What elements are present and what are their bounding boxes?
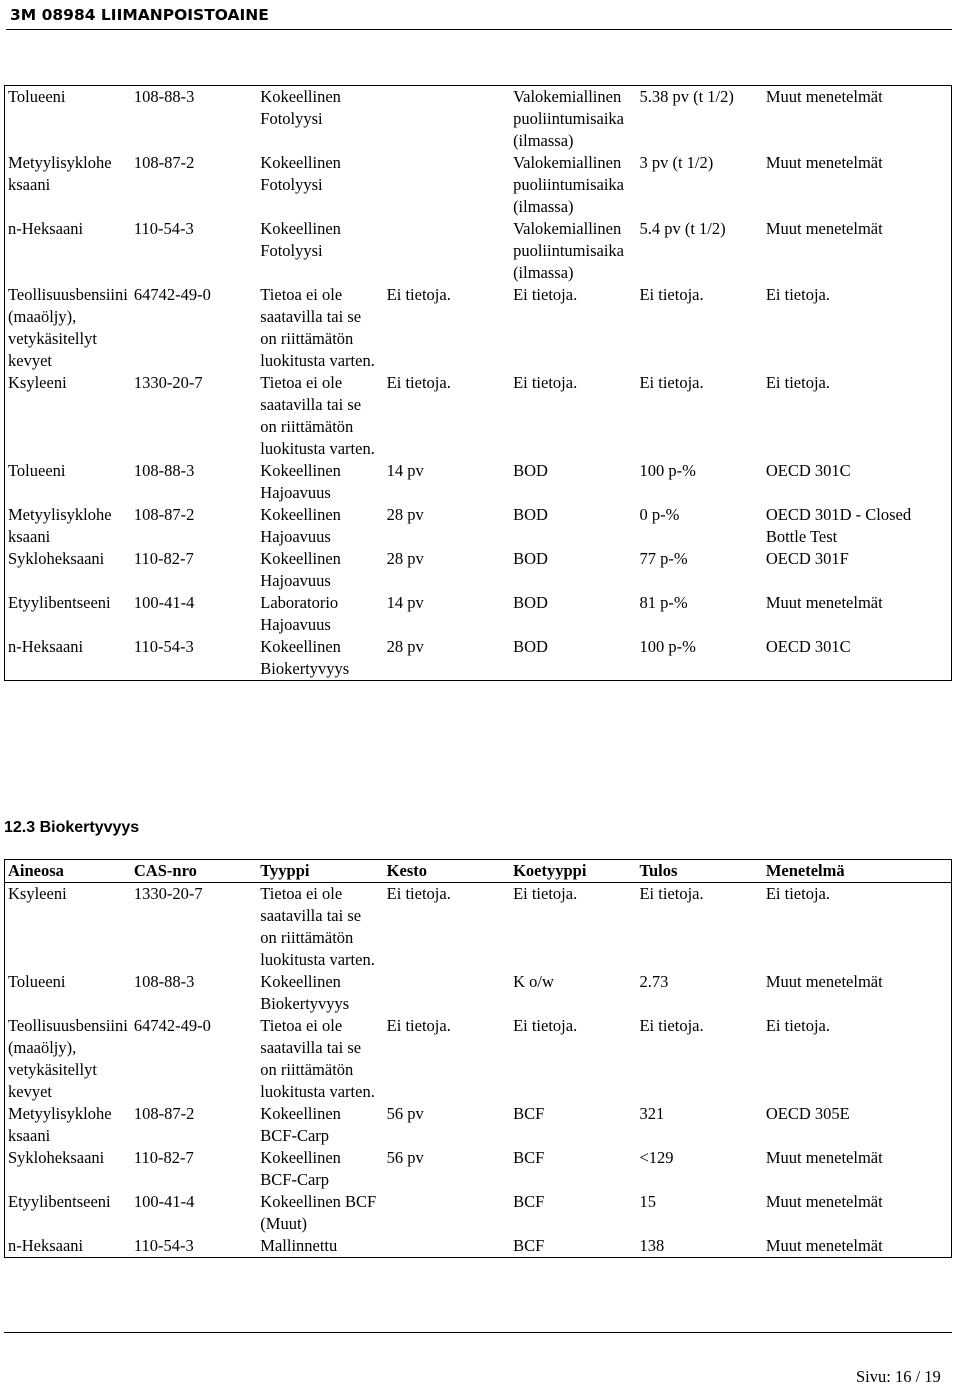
- cell-duration: 56 pv: [386, 1148, 424, 1167]
- cell-duration: [384, 86, 510, 153]
- cell-cas: 108-87-2: [133, 505, 195, 524]
- cell-duration: 28 pv: [386, 637, 424, 656]
- cell-method: Muut menetelmät: [765, 1192, 883, 1211]
- cell-method: Muut menetelmät: [765, 1148, 883, 1167]
- cell-cas: 108-88-3: [133, 972, 195, 991]
- cell-substance: Etyylibentseeni: [8, 593, 111, 612]
- cell-substance: Metyylisyklohe ksaani: [8, 1104, 112, 1145]
- cell-duration: [384, 1235, 510, 1258]
- cell-cas: 100-41-4: [133, 593, 195, 612]
- cell-cas: 64742-49-0: [133, 1016, 211, 1035]
- table-header-row: [5, 860, 952, 883]
- cell-cas: 108-87-2: [133, 153, 195, 172]
- cell-substance: Ksyleeni: [8, 884, 67, 903]
- cell-method: OECD 301F: [765, 549, 849, 568]
- cell-substance: Sykloheksaani: [8, 549, 105, 568]
- cell-type: Kokeellinen Biokertyvyys: [260, 637, 350, 678]
- cell-method: Muut menetelmät: [765, 972, 883, 991]
- table-row: [5, 1191, 952, 1235]
- cell-type: Tietoa ei ole saatavilla tai se on riittämätön luokitusta varten.: [260, 1016, 375, 1101]
- cell-test: BCF: [513, 1148, 545, 1167]
- cell-type: Kokeellinen BCF-Carp: [260, 1148, 341, 1189]
- cell-result: Ei tietoja.: [639, 1016, 704, 1035]
- cell-cas: 64742-49-0: [133, 285, 211, 304]
- cell-test: K o/w: [513, 972, 554, 991]
- cell-result: Ei tietoja.: [639, 285, 704, 304]
- cell-cas: 100-41-4: [133, 1192, 195, 1211]
- cell-duration: Ei tietoja.: [386, 1016, 451, 1035]
- cell-cas: 1330-20-7: [133, 884, 203, 903]
- cell-type: Tietoa ei ole saatavilla tai se on riittämätön luokitusta varten.: [260, 285, 375, 370]
- table-row: [5, 1015, 952, 1103]
- cell-substance: Ksyleeni: [8, 373, 67, 392]
- cell-result: 2.73: [639, 972, 669, 991]
- cell-duration: Ei tietoja.: [386, 285, 451, 304]
- table-row: [5, 1147, 952, 1191]
- cell-duration: Ei tietoja.: [386, 884, 451, 903]
- cell-result: 3 pv (t 1/2): [639, 153, 714, 172]
- column-header: Tyyppi: [257, 860, 383, 883]
- table-row: [5, 372, 952, 460]
- cell-duration: [384, 218, 510, 284]
- cell-type: Tietoa ei ole saatavilla tai se on riittämätön luokitusta varten.: [260, 373, 375, 458]
- cell-type: Kokeellinen BCF-Carp: [260, 1104, 341, 1145]
- cell-duration: 14 pv: [386, 461, 424, 480]
- section-heading-bioaccumulation: 12.3 Biokertyvyys: [4, 819, 140, 836]
- cell-cas: 110-54-3: [133, 219, 194, 238]
- cell-duration: [384, 1191, 510, 1235]
- cell-method: Ei tietoja.: [765, 1016, 830, 1035]
- column-header: Aineosa: [5, 860, 131, 883]
- cell-result: 77 p-%: [639, 549, 688, 568]
- table-row: [5, 592, 952, 636]
- cell-duration: Ei tietoja.: [386, 373, 451, 392]
- cell-type: Tietoa ei ole saatavilla tai se on riittämätön luokitusta varten.: [260, 884, 375, 969]
- cell-duration: 28 pv: [386, 505, 424, 524]
- cell-substance: Metyylisyklohe ksaani: [8, 505, 112, 546]
- cell-cas: 110-82-7: [133, 1148, 194, 1167]
- cell-result: 0 p-%: [639, 505, 680, 524]
- cell-method: Muut menetelmät: [765, 593, 883, 612]
- cell-substance: Sykloheksaani: [8, 1148, 105, 1167]
- cell-result: Ei tietoja.: [639, 373, 704, 392]
- table-row: [5, 460, 952, 504]
- cell-result: 321: [639, 1104, 665, 1123]
- cell-result: <129: [639, 1148, 674, 1167]
- cell-test: Ei tietoja.: [513, 285, 578, 304]
- cell-duration: 56 pv: [386, 1104, 424, 1123]
- cell-type: Kokeellinen Hajoavuus: [260, 505, 341, 546]
- cell-cas: 108-88-3: [133, 461, 195, 480]
- cell-result: 100 p-%: [639, 637, 696, 656]
- cell-result: 5.4 pv (t 1/2): [639, 219, 726, 238]
- table-row: [5, 218, 952, 284]
- cell-substance: n-Heksaani: [8, 1236, 84, 1255]
- cell-type: Kokeellinen Fotolyysi: [260, 219, 341, 260]
- cell-result: 15: [639, 1192, 656, 1211]
- document-title: 3M 08984 LIIMANPOISTOAINE: [6, 2, 952, 30]
- cell-method: OECD 305E: [765, 1104, 850, 1123]
- cell-method: OECD 301C: [765, 637, 851, 656]
- cell-result: 5.38 pv (t 1/2): [639, 87, 734, 106]
- cell-result: Ei tietoja.: [639, 884, 704, 903]
- cell-type: Kokeellinen Hajoavuus: [260, 461, 341, 502]
- cell-type: Kokeellinen Fotolyysi: [260, 153, 341, 194]
- cell-cas: 1330-20-7: [133, 373, 203, 392]
- cell-type: Mallinnettu: [260, 1236, 338, 1255]
- column-header: CAS-nro: [131, 860, 257, 883]
- cell-test: BCF: [513, 1192, 545, 1211]
- cell-cas: 108-87-2: [133, 1104, 195, 1123]
- cell-method: OECD 301D - Closed Bottle Test: [765, 505, 912, 546]
- cell-duration: 28 pv: [386, 549, 424, 568]
- cell-duration: 14 pv: [386, 593, 424, 612]
- cell-test: BCF: [513, 1104, 545, 1123]
- cell-result: 81 p-%: [639, 593, 688, 612]
- bioaccumulation-table: [4, 859, 952, 1258]
- table-row: [5, 971, 952, 1015]
- cell-test: Valokemiallinen puoliintumisaika (ilmassa): [513, 153, 624, 216]
- cell-type: Kokeellinen Hajoavuus: [260, 549, 341, 590]
- table-row: [5, 883, 952, 972]
- cell-test: BOD: [513, 505, 548, 524]
- cell-substance: Teollisuusbensiini (maaöljy), vetykäsitellyt kevyet: [8, 285, 128, 370]
- column-header: Koetyyppi: [510, 860, 636, 883]
- cell-test: BOD: [513, 461, 548, 480]
- column-header: Kesto: [384, 860, 510, 883]
- cell-substance: Tolueeni: [8, 972, 66, 991]
- cell-method: OECD 301C: [765, 461, 851, 480]
- cell-substance: n-Heksaani: [8, 637, 84, 656]
- cell-cas: 110-54-3: [133, 637, 194, 656]
- cell-test: Ei tietoja.: [513, 884, 578, 903]
- cell-substance: Tolueeni: [8, 461, 66, 480]
- cell-result: 138: [639, 1236, 665, 1255]
- cell-test: BOD: [513, 637, 548, 656]
- cell-method: Muut menetelmät: [765, 219, 883, 238]
- table-row: [5, 504, 952, 548]
- table-row: [5, 1235, 952, 1258]
- cell-substance: n-Heksaani: [8, 219, 84, 238]
- table-row: [5, 152, 952, 218]
- cell-substance: Etyylibentseeni: [8, 1192, 111, 1211]
- cell-method: Ei tietoja.: [765, 373, 830, 392]
- cell-substance: Teollisuusbensiini (maaöljy), vetykäsitellyt kevyet: [8, 1016, 128, 1101]
- footer-divider: [4, 1332, 952, 1333]
- cell-substance: Metyylisyklohe ksaani: [8, 153, 112, 194]
- cell-cas: 110-82-7: [133, 549, 194, 568]
- cell-type: Kokeellinen Biokertyvyys: [260, 972, 350, 1013]
- table-row: [5, 1103, 952, 1147]
- cell-test: Valokemiallinen puoliintumisaika (ilmassa): [513, 87, 624, 150]
- cell-result: 100 p-%: [639, 461, 696, 480]
- cell-type: Kokeellinen BCF (Muut): [260, 1192, 377, 1233]
- degradation-table: [4, 85, 952, 681]
- cell-test: Ei tietoja.: [513, 1016, 578, 1035]
- cell-cas: 108-88-3: [133, 87, 195, 106]
- cell-method: Muut menetelmät: [765, 87, 883, 106]
- table-row: [5, 548, 952, 592]
- column-header: Menetelmä: [763, 860, 952, 883]
- cell-test: BOD: [513, 549, 548, 568]
- cell-method: Ei tietoja.: [765, 285, 830, 304]
- cell-duration: [384, 152, 510, 218]
- table-row: [5, 86, 952, 153]
- cell-method: Ei tietoja.: [765, 884, 830, 903]
- cell-test: Valokemiallinen puoliintumisaika (ilmassa): [513, 219, 624, 282]
- cell-test: BOD: [513, 593, 548, 612]
- cell-substance: Tolueeni: [8, 87, 66, 106]
- cell-type: Kokeellinen Fotolyysi: [260, 87, 341, 128]
- cell-method: Muut menetelmät: [765, 1236, 883, 1255]
- cell-test: Ei tietoja.: [513, 373, 578, 392]
- cell-cas: 110-54-3: [133, 1236, 194, 1255]
- table-row: [5, 636, 952, 681]
- cell-duration: [384, 971, 510, 1015]
- cell-method: Muut menetelmät: [765, 153, 883, 172]
- page-number: Sivu: 16 / 19: [856, 1367, 941, 1386]
- column-header: Tulos: [636, 860, 762, 883]
- table-row: [5, 284, 952, 372]
- cell-type: Laboratorio Hajoavuus: [260, 593, 339, 634]
- cell-test: BCF: [513, 1236, 545, 1255]
